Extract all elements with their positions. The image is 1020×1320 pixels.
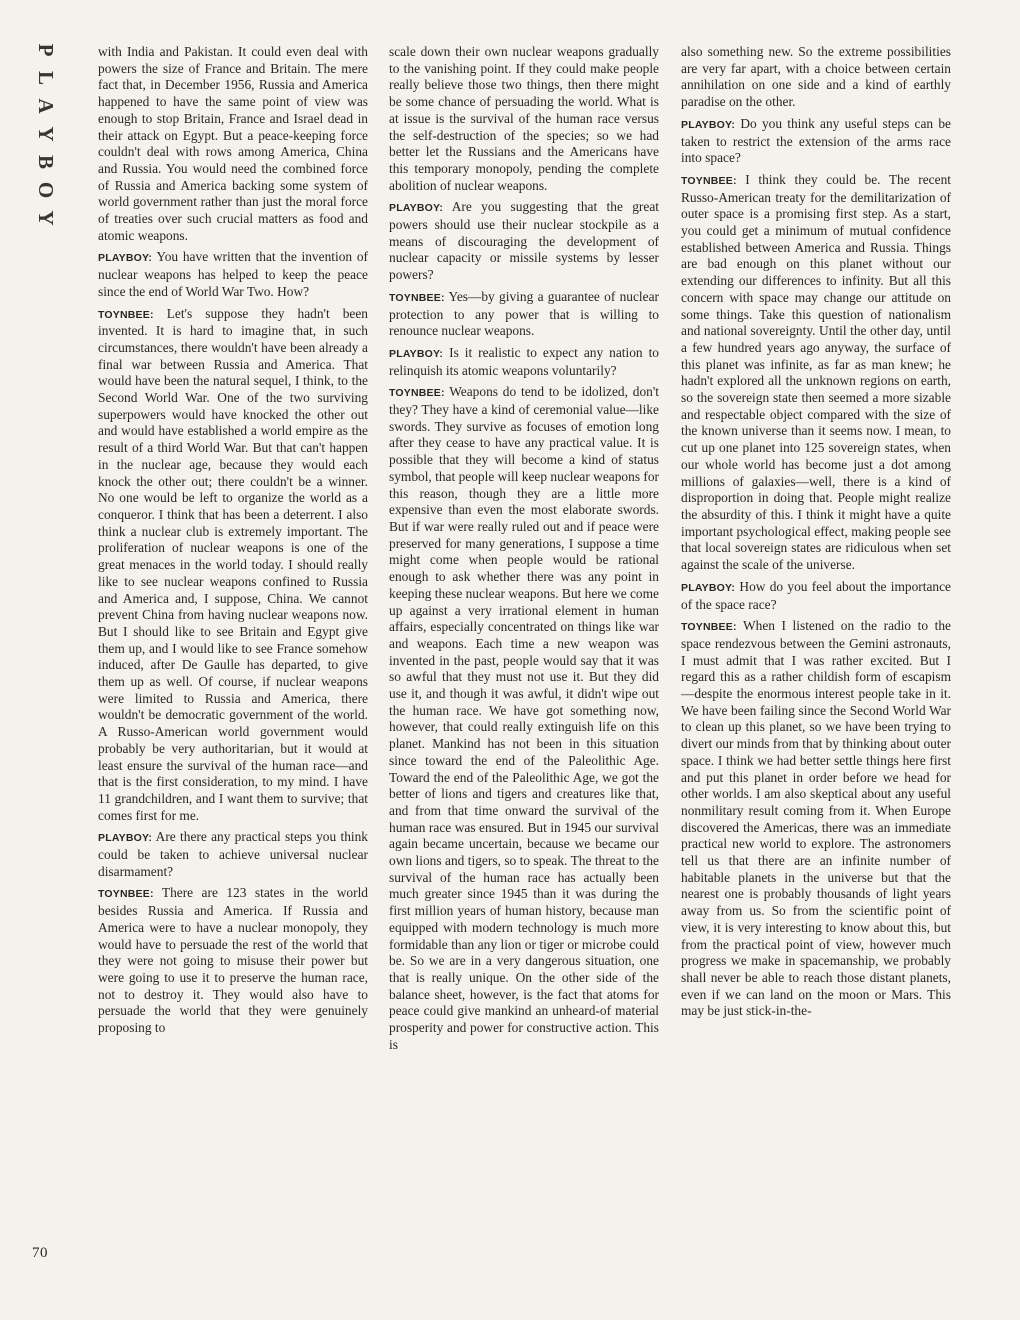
speaker-label: TOYNBEE:: [98, 308, 154, 321]
speaker-label: TOYNBEE:: [681, 621, 737, 634]
article-paragraph: [98, 829, 368, 880]
article-paragraph: [389, 44, 659, 194]
article-paragraph: [681, 172, 951, 574]
page-number: 70: [32, 1245, 48, 1261]
paragraph-text: Are there any practical steps you think could be taken to achieve universal nuclear disarmament?: [98, 829, 368, 879]
paragraph-text: Is it realistic to expect any nation to relinquish its atomic weapons voluntarily?: [389, 344, 659, 378]
article-paragraph: [389, 289, 659, 340]
speaker-label: TOYNBEE:: [681, 174, 737, 187]
paragraph-text: When I listened on the radio to the space rendezvous between the Gemini astronauts, I must admit that I was rather excited. But I regard this as a rather childish form of escapism—despite the enormous interest people take in it. We have been failing since the Second World War to clean up this planet, so we have been trying to divert our minds from that by thinking about outer space. I think we had better settle things here first and put this planet in order before we head for other worlds. I am also skeptical about any useful nonmilitary result coming from it. When Europe discovered the Americas, there was an immediate practical new world to explore. The astronomers tell us that there are an infinite number of habitable planets in the universe but that the nearest one is probably thousands of light years away from us. So from the scientific point of view, it is very interesting to know about this, but from the practical point of view, however much progress we make in spacemanship, we probably shall never be able to reach those distant planets, even if we can land on the moon or Mars. This may be just stick-in-the-: [681, 618, 952, 1019]
article-paragraph: [389, 199, 659, 284]
article-column-2: [389, 44, 659, 1058]
logo-letter: B: [34, 154, 58, 169]
paragraph-text: scale down their own nuclear weapons gradually to the vanishing point. If they could make people really believe those two things, then there might be some chance of persuading the world. What is at issue is the survival of the human race versus the self-destruction of the species; so we had better let the Russians and the Americans have this temporary monopoly, pending the complete abolition of nuclear weapons.: [389, 44, 659, 193]
paragraph-text: I think they could be. The recent Russo-American treaty for the demilitarization of outer space is a promising first step. As a start, you could get a minimum of mutual confidence established between America and Russia. Things are bad enough on this planet without our extending our differences to infinity. But all this concern with space may change our attitude on some things. Take this question of nationalism and national sovereignty. Until the other day, until a few hundred years ago anyway, the surface of this planet was infinite, as far as man knew; he hadn't explored all the unknown regions on earth, so the sovereign state then seemed a more sizable and respectable object compared with the size of the known universe than it seems now. I mean, to cut up one planet into 125 sovereign states, when our whole world has become just a dot among millions of galaxies—well, there is a kind of disproportion in doing that. People might realize the absurdity of this. I think it might have a quite important psychological effect, making people see that local sovereign states are ridiculous when set against the scale of the universe.: [681, 171, 951, 573]
article-column-3: [681, 44, 951, 1025]
logo-letter: A: [34, 98, 58, 114]
logo-letter: Y: [34, 126, 58, 142]
speaker-label: TOYNBEE:: [389, 387, 445, 400]
article-paragraph: [389, 384, 659, 1053]
article-paragraph: [681, 116, 951, 167]
logo-letter: P: [34, 43, 58, 57]
speaker-label: PLAYBOY:: [98, 252, 153, 265]
speaker-label: PLAYBOY:: [681, 581, 736, 594]
paragraph-text: Yes—by giving a guarantee of nuclear protection to any power that is willing to renounce nuclear weapons.: [389, 288, 659, 339]
article-paragraph: [681, 579, 951, 613]
speaker-label: TOYNBEE:: [98, 888, 154, 901]
speaker-label: TOYNBEE:: [389, 291, 445, 304]
article-paragraph: [681, 44, 951, 111]
speaker-label: PLAYBOY:: [681, 118, 736, 131]
playboy-vertical-logo: [26, 36, 66, 316]
article-paragraph: [98, 885, 368, 1036]
article-paragraph: [681, 618, 951, 1020]
article-column-1: [98, 44, 368, 1042]
paragraph-text: There are 123 states in the world besides Russia and America. If Russia and America were to have a nuclear monopoly, they would have to persuade the rest of the world that they were not going to misuse their power but were going to use it to preserve the human race, not to destroy it. They would also have to persuade the world that they were genuinely proposing to: [98, 885, 368, 1036]
paragraph-text: with India and Pakistan. It could even deal with powers the size of France and Britain. The mere fact that, in December 1956, Russia and America happened to have the same point of view was enough to stop Britain, France and Israel dead in their attack on Egypt. But a peace-keeping force couldn't deal with rows among America, China and Russia. You would need the combined force of Russia and America backing some system of world government rather than just the moral force of treaties over such crucial matters as food and atomic weapons.: [98, 44, 368, 243]
logo-letter: O: [34, 181, 58, 199]
article-paragraph: [98, 44, 368, 244]
paragraph-text: You have written that the invention of nuclear weapons has helped to keep the peace since the end of World War Two. How?: [98, 249, 369, 299]
logo-letter: L: [34, 70, 58, 85]
article-paragraph: [98, 306, 368, 825]
paragraph-text: Weapons do tend to be idolized, don't they? They have a kind of ceremonial value—like swords. They survive as focuses of emotion long after they cease to have any practical value. It is possible that they will become a kind of status symbol, that people will keep nuclear weapons for this reason, though they are a little more expensive than even the most elaborate swords. But if war were really ruled out and if peace were preserved for many generations, I suppose a time might come when people would be rational enough to ask whether there was any point in keeping these nuclear weapons. But here we come up against a very irrational element in human affairs, especially concentrated on things like war and weapons. Each time a new weapon was invented in the past, people would say that it was so awful that they must not use it. But they did use it, and though it was awful, it didn't wipe out the human race. We have got something now, however, that could really extinguish life on this planet. Mankind has not been in this situation since toward the end of the Paleolithic Age. Toward the end of the Paleolithic Age, we got the better of lions and tigers and creatures like that, and from that time onward the survival of the human race was ensured. But in 1945 our survival again became uncertain, because we became our own lions and tigers, so to speak. The threat to the survival of the human race has actually been much greater since 1945 than it was during the first million years of human history, because man equipped with modern technology is much more formidable than any lion or tiger or microbe could be. So we are in a very dangerous situation, one that is really unique. On the other side of the balance sheet, however, is the fact that atoms for peace could give mankind an unheard-of material prosperity and power for constructive action. This is: [389, 384, 659, 1052]
speaker-label: PLAYBOY:: [389, 347, 444, 360]
paragraph-text: also something new. So the extreme possibilities are very far apart, with a choice between certain annihilation on one side and a kind of earthly paradise on the other.: [681, 44, 951, 110]
paragraph-text: How do you feel about the importance of the space race?: [681, 578, 951, 612]
speaker-label: PLAYBOY:: [389, 202, 444, 215]
paragraph-text: Do you think any useful steps can be taken to restrict the extension of the arms race into space?: [681, 115, 951, 166]
article-paragraph: [389, 345, 659, 379]
paragraph-text: Let's suppose they hadn't been invented. It is hard to imagine that, in such circumstances, there wouldn't have been already a final war between Russia and America. That would have been the natural sequel, I think, to the Second World War. One of the two surviving superpowers would have knocked the other out and would have established a world empire as the result of a third World War. But that can't happen in the nuclear age, because they would each knock the other out; there couldn't be a winner. No one would be left to organize the world as a conqueror. I think that has been a deterrent. I also think a nuclear club is extremely important. The proliferation of nuclear weapons is one of the great menaces in the world today. I should really like to see nuclear weapons confined to Russia and America and, I suppose, China. We cannot prevent China from having nuclear weapons now. But I should like to see Britain and Egypt give them up, and I would like to see France somehow induced, after De Gaulle has departed, to give them up as well. Of course, if nuclear weapons were limited to Russia and America, there wouldn't be democratic government of the world. A Russo-American world government would probably be very authoritarian, but it would at least ensure the survival of the human race—and that is the first consideration, to my mind. I have 11 grandchildren, and I want them to survive; that comes first for me.: [98, 305, 368, 823]
paragraph-text: Are you suggesting that the great powers should use their nuclear stockpile as a means of discouraging the development of nuclear capacity or missile systems by lesser powers?: [389, 199, 659, 283]
article-paragraph: [98, 249, 368, 300]
speaker-label: PLAYBOY:: [98, 832, 153, 845]
logo-letter: Y: [34, 210, 58, 226]
